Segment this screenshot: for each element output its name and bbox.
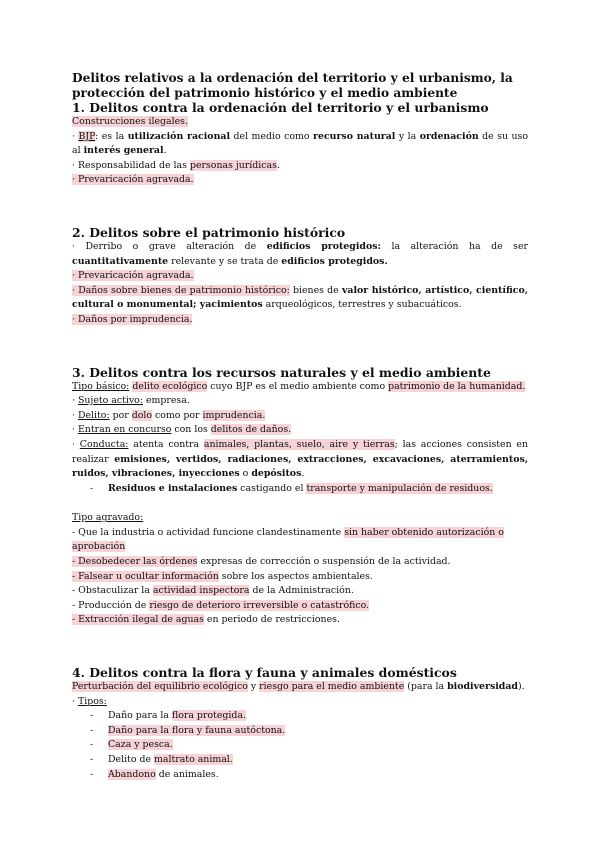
s1-line-1: Construcciones ilegales.	[72, 116, 188, 127]
s3-agravado-6: - Extracción ilegal de aguas en periodo de restricciones.	[72, 614, 340, 626]
section-2-heading: 2. Delitos sobre el patrimonio histórico	[72, 224, 346, 240]
s4-tipo-1: - Daño para la flora protegida.	[90, 710, 246, 722]
s1-line-3: · Responsabilidad de las personas jurídicas.	[72, 159, 280, 171]
section-1-heading: 1. Delitos contra la ordenación del territorio y el urbanismo	[72, 100, 489, 115]
s3-bullet-residuos: - Residuos e instalaciones castigando el transporte y manipulación de residuos.	[90, 482, 493, 494]
s4-tipo-3: - Caza y pesca.	[90, 739, 173, 751]
s3-line-2: · Sujeto activo: empresa.	[72, 395, 190, 407]
s3-agravado-1: - Que la industria o actividad funcione clandestinamente sin haber obtenido autorización o aprobación	[72, 526, 504, 553]
s4-line-1: Perturbación del equilibrio ecológico y riesgo para el medio ambiente (para la biodiversidad).	[72, 681, 525, 693]
s3-agravado-4: - Obstaculizar la actividad inspectora de la Administración.	[72, 585, 354, 597]
document-page	[72, 71, 528, 782]
section-3-heading: 3. Delitos contra los recursos naturales y el medio ambiente	[72, 364, 491, 380]
s4-tipo-2: - Daño para la flora y fauna autóctona.	[90, 724, 286, 736]
s2-line-3: · Daños sobre bienes de patrimonio histórico: bienes de valor histórico, artístico, científico, cultural o monumental; yacimientos arqueológicos, terrestres y subacuáticos.	[72, 284, 528, 311]
s3-agravado-3: - Falsear u ocultar información sobre los aspectos ambientales.	[72, 570, 373, 582]
s3-agravado-5: - Producción de riesgo de deterioro irreversible o catastrófico.	[72, 599, 370, 611]
s4-tipo-5: - Abandono de animales.	[90, 768, 219, 780]
s4-tipo-4: - Delito de maltrato animal.	[90, 754, 233, 765]
s1-line-4: · Prevaricación agravada.	[72, 174, 194, 186]
s4-line-2: · Tipos:	[72, 695, 107, 707]
s2-line-2: · Prevaricación agravada.	[72, 270, 194, 282]
s2-line-1: · Derribo o grave alteración de edificios protegidos: la alteración ha de ser cuantitativamente relevante y se trata de edificios protegidos.	[72, 240, 528, 267]
document-title: Delitos relativos a la ordenación del territorio y el urbanismo, la protección del patrimonio histórico y el medio ambiente	[72, 71, 513, 100]
s2-line-4: · Daños por imprudencia.	[72, 313, 193, 325]
s1-line-2: · BJP: es la utilización racional del medio como recurso natural y la ordenación de su uso al interés general.	[72, 130, 529, 157]
s3-line-5: · Conducta: atenta contra animales, plantas, suelo, aire y tierras; las acciones consisten en realizar emisiones, vertidos, radiaciones, extracciones, excavaciones, aterramientos, ruidos, vibraciones, inyecciones o depósitos.	[72, 438, 529, 480]
s3-line-1: Tipo básico: delito ecológico cuyo BJP es el medio ambiente como patrimonio de la humanidad.	[72, 380, 526, 392]
s3-tipo-agravado: Tipo agravado:	[72, 512, 144, 524]
s3-line-3: · Delito: por dolo como por imprudencia.	[72, 409, 266, 421]
section-4-heading: 4. Delitos contra la flora y fauna y animales domésticos	[72, 665, 457, 681]
s3-line-4: · Entran en concurso con los delitos de daños.	[72, 424, 292, 436]
s3-agravado-2: - Desobedecer las órdenes expresas de corrección o suspensión de la actividad.	[72, 556, 451, 568]
